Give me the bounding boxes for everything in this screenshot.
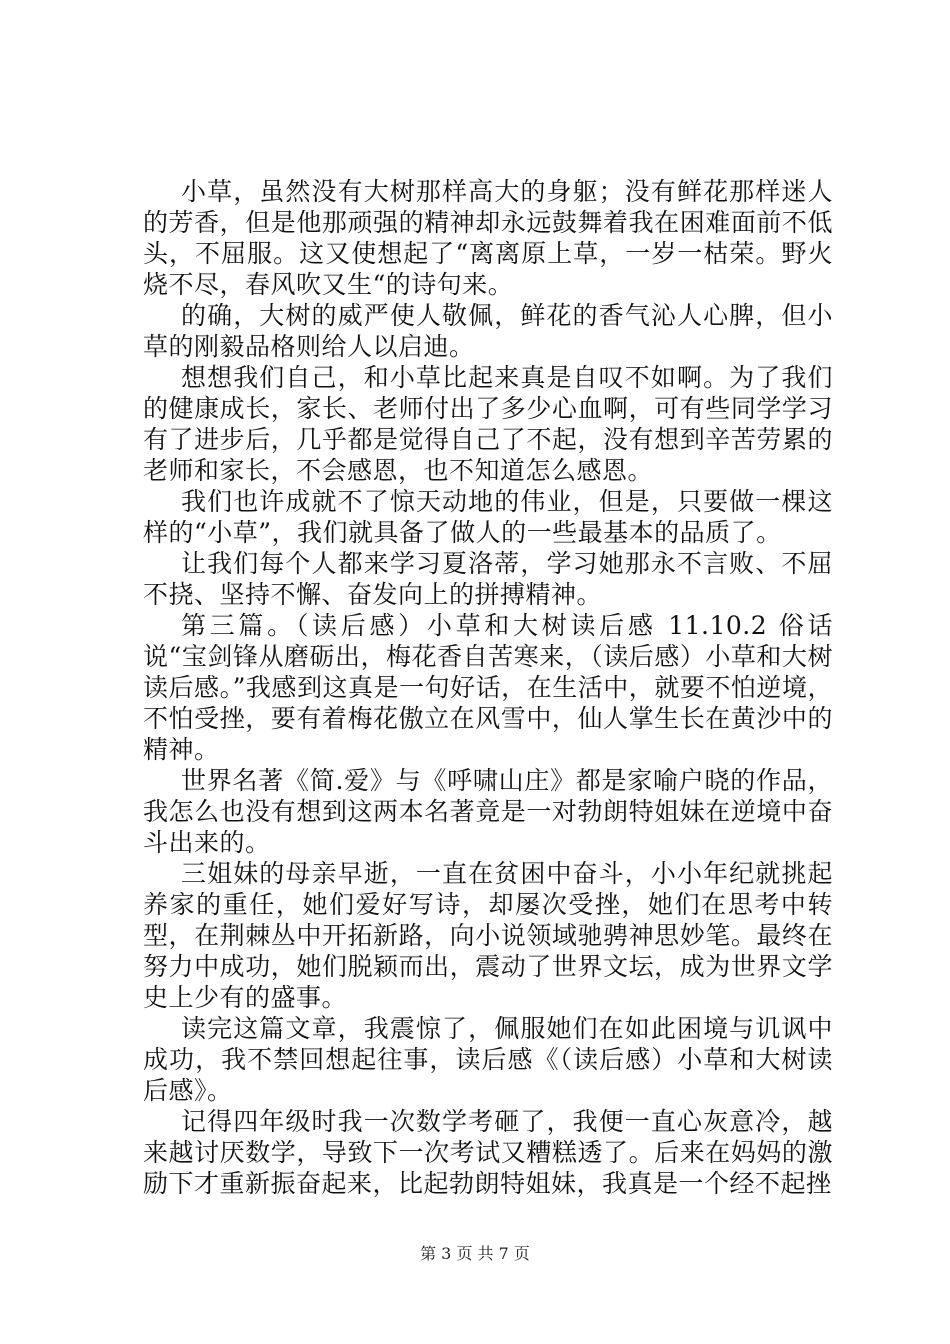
paragraph: 读完这篇文章，我震惊了，佩服她们在如此困境与讥讽中成功，我不禁回想起往事，读后感《（读后感）小草和大树读后感》。 [143,1014,833,1105]
paragraph: 小草，虽然没有大树那样高大的身躯；没有鲜花那样迷人的芳香，但是他那顽强的精神却永远鼓舞着我在困难面前不低头，不屈服。这又使想起了“离离原上草，一岁一枯荣。野火烧不尽，春风吹又生“的诗句来。 [143,177,833,299]
paragraph: 想想我们自己，和小草比起来真是自叹不如啊。为了我们的健康成长，家长、老师付出了多少心血啊，可有些同学学习有了进步后，几乎都是觉得自己了不起，没有想到辛苦劳累的老师和家长，不会感恩，也不知道怎么感恩。 [143,363,833,485]
paragraph: 我们也许成就不了惊天动地的伟业，但是，只要做一棵这样的“小草”，我们就具备了做人的一些最基本的品质了。 [143,487,833,547]
paragraph: 记得四年级时我一次数学考砸了，我便一直心灰意冷，越来越讨厌数学，导致下一次考试又糟糕透了。后来在妈妈的激励下才重新振奋起来，比起勃朗特姐妹，我真是一个经不起挫 [143,1107,833,1198]
article-body [143,176,833,1199]
paragraph: 第三篇。（读后感）小草和大树读后感 11.10.2 俗话说“宝剑锋从磨砺出，梅花香自苦寒来，（读后感）小草和大树读后感。”我感到这真是一句好话，在生活中，就要不怕逆境，不怕受挫，要有着梅花傲立在风雪中，仙人掌生长在黄沙中的精神。 [143,611,833,764]
paragraph: 的确，大树的威严使人敬佩，鲜花的香气沁人心脾，但小草的刚毅品格则给人以启迪。 [143,301,833,361]
paragraph: 世界名著《简.爱》与《呼啸山庄》都是家喻户晓的作品，我怎么也没有想到这两本名著竟是一对勃朗特姐妹在逆境中奋斗出来的。 [143,766,833,857]
page-number-footer: 第 3 页 共 7 页 [420,1244,530,1263]
paragraph: 三姐妹的母亲早逝，一直在贫困中奋斗，小小年纪就挑起养家的重任，她们爱好写诗，却屡次受挫，她们在思考中转型，在荆棘丛中开拓新路，向小说领域驰骋神思妙笔。最终在努力中成功，她们脱颖而出，震动了世界文坛，成为世界文学史上少有的盛事。 [143,859,833,1012]
paragraph: 让我们每个人都来学习夏洛蒂，学习她那永不言败、不屈不挠、坚持不懈、奋发向上的拼搏精神。 [143,549,833,609]
